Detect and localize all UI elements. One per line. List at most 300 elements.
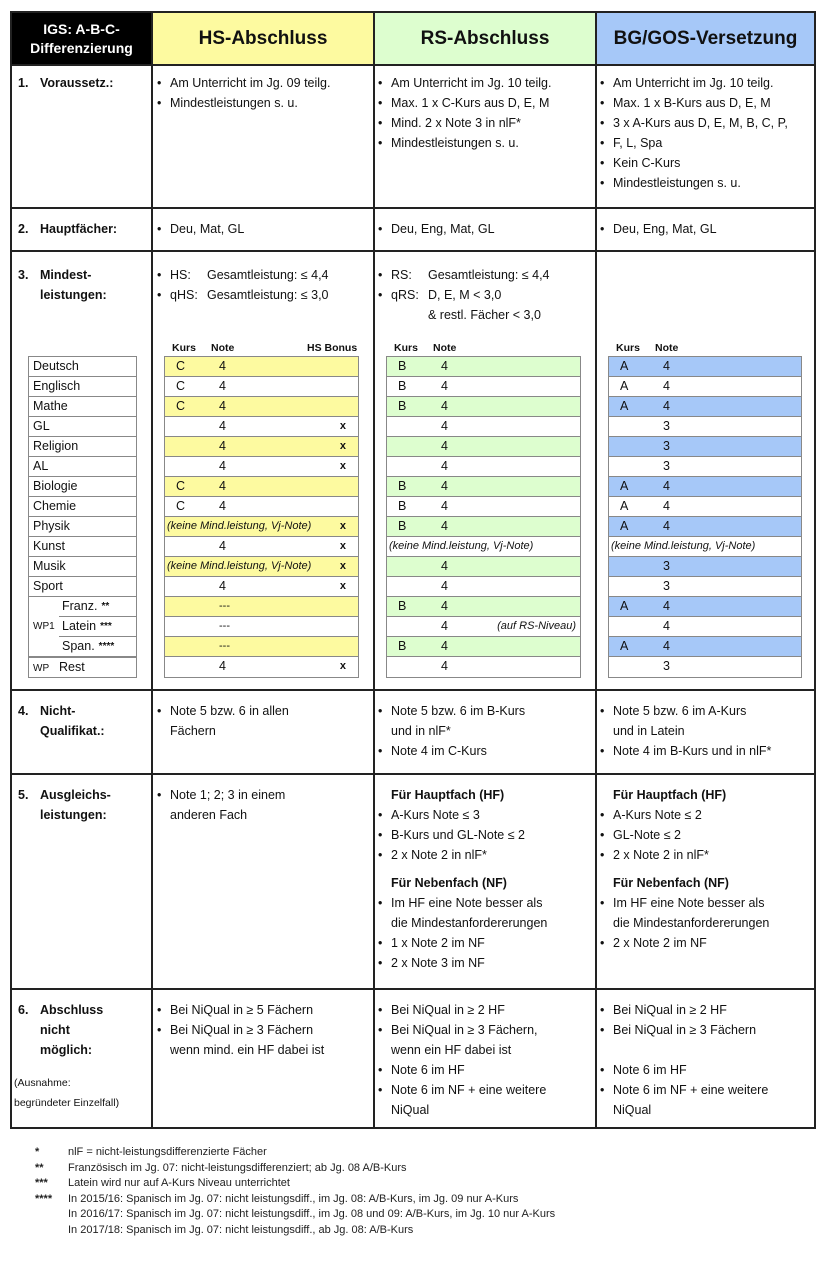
note-value: ---	[219, 640, 230, 652]
subject-list	[28, 356, 137, 678]
note-value: 4	[441, 459, 448, 473]
footnote-text: Latein wird nur auf A-Kurs Niveau unterrichtet	[68, 1177, 290, 1189]
grade-row	[387, 577, 580, 597]
note-value: 4	[441, 599, 448, 613]
grade-row	[609, 357, 801, 377]
grade-row	[387, 637, 580, 657]
requirement-value: Gesamtleistung: ≤ 4,4	[207, 268, 329, 282]
grade-row	[387, 597, 580, 617]
grade-row	[387, 657, 580, 677]
footnote-marker: ****	[98, 641, 115, 652]
note-value: 4	[663, 399, 670, 413]
hs-col-bonus: HS Bonus	[307, 342, 358, 354]
hs-bonus-mark: x	[339, 440, 346, 452]
note-value: 3	[663, 559, 670, 573]
s1-hs-cell	[157, 73, 372, 113]
grade-row	[165, 437, 358, 457]
note-value: 4	[441, 499, 448, 513]
s3-rs-requirements	[378, 265, 593, 325]
grade-row	[387, 497, 580, 517]
bullet-item: • Bei NiQual in ≥ 3 Fächern	[157, 1020, 372, 1040]
grade-row	[165, 557, 358, 577]
grade-row	[165, 457, 358, 477]
footnote-marker	[35, 1207, 68, 1223]
note-value: 4	[663, 479, 670, 493]
hs-col-kurs: Kurs	[172, 342, 196, 354]
kurs-value: C	[176, 479, 186, 493]
kurs-value: C	[176, 359, 186, 373]
row-divider	[12, 988, 814, 990]
kurs-value: B	[398, 599, 407, 613]
grade-row	[387, 357, 580, 377]
requirement-key: • qHS:	[170, 288, 198, 302]
bullet-continuation: die Mindestanfordererungen	[613, 916, 770, 930]
subject-row: Physik	[29, 517, 136, 537]
grade-row	[165, 657, 358, 677]
note-value: 3	[663, 579, 670, 593]
requirement-key: • RS:	[391, 268, 412, 282]
note-value: 4	[441, 479, 448, 493]
column-divider	[151, 13, 153, 1127]
note-value: 4	[219, 439, 226, 453]
subject-row: Sport	[29, 577, 136, 597]
bullet-item: • Am Unterricht im Jg. 10 teilg.	[378, 73, 593, 93]
note-value: 3	[663, 419, 670, 433]
kurs-value: A	[620, 519, 629, 533]
bullet-item: • Max. 1 x B-Kurs aus D, E, M	[600, 93, 814, 113]
footnote-marker: ***	[35, 1177, 48, 1189]
s5-hs-cell	[157, 785, 372, 825]
footnote-text: In 2015/16: Spanisch im Jg. 07: nicht leistungsdiff., im Jg. 08: A/B-Kurs, im Jg. 09 nur A-Kurs	[68, 1192, 519, 1205]
s4-hs-cell	[157, 701, 372, 741]
subject-row: AL	[29, 457, 136, 477]
bullet-item: • Im HF eine Note besser als	[378, 893, 593, 913]
footnote	[35, 1207, 555, 1223]
section-title-line: Ausgleichs-	[40, 788, 111, 802]
grade-row	[387, 617, 580, 637]
footnote	[35, 1192, 555, 1208]
bullet-item: • 3 x A-Kurs aus D, E, M, B, C, P,	[600, 113, 814, 133]
note-value: 4	[663, 359, 670, 373]
grade-row	[609, 377, 801, 397]
bullet-item: • Note 6 im HF	[378, 1060, 593, 1080]
bullet-item: • B-Kurs und GL-Note ≤ 2	[378, 825, 593, 845]
requirement-value: Gesamtleistung: ≤ 4,4	[428, 268, 550, 282]
bg-col-note: Note	[655, 342, 679, 354]
bullet-item: • Am Unterricht im Jg. 09 teilg.	[157, 73, 372, 93]
row-divider	[12, 64, 814, 66]
differentiation-table	[10, 11, 816, 1129]
kurs-value: A	[620, 599, 629, 613]
section-title-line: Abschluss	[40, 1003, 104, 1017]
section-label-hauptfaecher	[18, 219, 117, 239]
bullet-item: • Note 6 im NF + eine weitere	[600, 1080, 814, 1100]
bullet-item: • Note 4 im C-Kurs	[378, 741, 593, 761]
note-value: 4	[219, 499, 226, 513]
grade-row	[387, 517, 580, 537]
section-title-line: möglich:	[40, 1043, 93, 1057]
footnote-text: nlF = nicht-leistungsdifferenzierte Fächer	[68, 1146, 267, 1158]
grade-row	[387, 457, 580, 477]
section-number: 6.	[18, 1003, 29, 1017]
section-title	[40, 701, 105, 741]
kurs-value: A	[620, 479, 629, 493]
subject-row: Englisch	[29, 377, 136, 397]
wp1-label: WP1	[33, 621, 55, 632]
hs-grade-table	[164, 356, 359, 678]
note-value: 4	[219, 419, 226, 433]
grade-row	[165, 477, 358, 497]
hs-bonus-mark: x	[339, 460, 346, 472]
no-minimum-note: (keine Mind.leistung, Vj-Note)	[611, 540, 756, 552]
bullet-item: • Am Unterricht im Jg. 10 teilg.	[600, 73, 814, 93]
kurs-value: B	[398, 519, 407, 533]
grade-row	[165, 497, 358, 517]
note-value: 4	[441, 379, 448, 393]
footnote-marker: ****	[35, 1192, 53, 1205]
note-value: 4	[441, 579, 448, 593]
footnote-marker: *	[35, 1146, 40, 1158]
bullet-item: • Note 1; 2; 3 in einem	[157, 785, 372, 805]
kurs-value: A	[620, 399, 629, 413]
grade-row	[609, 517, 801, 537]
row-divider	[12, 773, 814, 775]
subject-name: Span.	[62, 639, 95, 653]
s5-bg-cell	[600, 785, 814, 953]
bullet-item: • A-Kurs Note ≤ 2	[600, 805, 814, 825]
grade-row	[609, 417, 801, 437]
bullet-item: • A-Kurs Note ≤ 3	[378, 805, 593, 825]
requirement-item	[378, 285, 593, 305]
note-value: 4	[663, 639, 670, 653]
bullet-continuation: • F, L, Spa	[600, 133, 814, 153]
kurs-value: B	[398, 639, 407, 653]
hs-col-note: Note	[211, 342, 235, 354]
footnote	[35, 1223, 555, 1239]
footnote	[35, 1161, 555, 1177]
section-title: Hauptfächer:	[40, 222, 118, 236]
bullet-item: • Deu, Mat, GL	[157, 219, 372, 239]
bullet-item: • Note 6 im NF + eine weitere	[378, 1080, 593, 1100]
grade-row	[609, 637, 801, 657]
footnote-marker: **	[35, 1161, 44, 1174]
bullet-item: • 2 x Note 2 im NF	[600, 933, 814, 953]
note-value: 4	[219, 539, 226, 553]
bullet-item: • Deu, Eng, Mat, GL	[600, 219, 814, 239]
section-label-nicht-qualifikation	[18, 701, 105, 741]
note-value: 4	[219, 399, 226, 413]
kurs-value: B	[398, 359, 407, 373]
note-value: 3	[663, 439, 670, 453]
bullet-item: • 1 x Note 2 im NF	[378, 933, 593, 953]
bullet-item: • Note 5 bzw. 6 im B-Kurs	[378, 701, 593, 721]
grade-row	[165, 357, 358, 377]
grade-row	[609, 437, 801, 457]
footnote-text: In 2017/18: Spanisch im Jg. 07: nicht leistungsdiff., ab Jg. 08: A/B-Kurs	[68, 1223, 414, 1236]
section-number: 1.	[18, 76, 29, 90]
section-title	[40, 785, 111, 825]
header-rs-abschluss: RS-Abschluss	[375, 13, 595, 64]
wp-rest-row	[29, 657, 136, 677]
bullet-item: • Bei NiQual in ≥ 5 Fächern	[157, 1000, 372, 1020]
subject-name: Franz.	[62, 599, 98, 613]
bullet-continuation: anderen Fach	[170, 808, 248, 822]
bullet-item: • Mindestleistungen s. u.	[600, 173, 814, 193]
kurs-value: C	[176, 399, 186, 413]
s1-rs-cell	[378, 73, 593, 153]
grade-row	[165, 637, 358, 657]
note-value: 4	[663, 619, 670, 633]
rs-col-note: Note	[433, 342, 457, 354]
wp-label: WP	[33, 663, 50, 674]
bullet-item: • Mindestleistungen s. u.	[157, 93, 372, 113]
note-value: 4	[441, 619, 448, 633]
section-title-line: Qualifikat.:	[40, 724, 105, 738]
corner-title-line1: IGS: A-B-C-	[43, 20, 120, 37]
bullet-item: • GL-Note ≤ 2	[600, 825, 814, 845]
s3-hs-requirements	[157, 265, 372, 305]
kurs-value: B	[398, 499, 407, 513]
note-value: ---	[219, 620, 230, 632]
kurs-value: A	[620, 639, 629, 653]
hs-bonus-mark: x	[339, 660, 346, 672]
section-title	[40, 265, 107, 305]
s6-hs-cell	[157, 1000, 372, 1060]
kurs-value: B	[398, 479, 407, 493]
note-value: 4	[219, 379, 226, 393]
corner-title-line2: Differenzierung	[30, 39, 133, 56]
subject-row: Chemie	[29, 497, 136, 517]
grade-row	[609, 537, 801, 557]
row-divider	[12, 689, 814, 691]
bullet-continuation: NiQual	[613, 1103, 652, 1117]
note-value: 4	[663, 379, 670, 393]
wp1-subject	[59, 637, 136, 657]
bullet-item: • Bei NiQual in ≥ 2 HF	[378, 1000, 593, 1020]
note-value: 4	[441, 399, 448, 413]
bullet-item: • 2 x Note 2 in nlF*	[600, 845, 814, 865]
bullet-continuation: wenn mind. ein HF dabei ist	[170, 1043, 325, 1057]
s4-bg-cell	[600, 701, 814, 761]
grade-row	[387, 477, 580, 497]
row-divider	[12, 250, 814, 252]
note-value: 3	[663, 659, 670, 673]
bullet-list	[157, 73, 372, 113]
subject-row: Kunst	[29, 537, 136, 557]
requirement-item	[157, 285, 372, 305]
footnote	[35, 1176, 555, 1192]
grade-row	[609, 557, 801, 577]
kurs-value: A	[620, 359, 629, 373]
bullet-item: • Note 4 im B-Kurs und in nlF*	[600, 741, 814, 761]
subheading-hauptfach: Für Hauptfach (HF)	[391, 788, 505, 802]
grade-row	[387, 397, 580, 417]
bullet-item: • 2 x Note 3 im NF	[378, 953, 593, 973]
hs-bonus-mark: x	[339, 560, 346, 572]
footnote-marker	[35, 1223, 68, 1239]
note-value: 4	[441, 559, 448, 573]
bullet-continuation: Fächern	[170, 724, 216, 738]
bullet-continuation: wenn ein HF dabei ist	[391, 1043, 512, 1057]
section-number: 4.	[18, 704, 29, 718]
grade-row	[165, 397, 358, 417]
bullet-continuation: NiQual	[391, 1103, 430, 1117]
section-title: Voraussetz.:	[40, 76, 114, 90]
note-value: 4	[663, 519, 670, 533]
s2-rs-cell	[378, 219, 593, 239]
requirement-value: Gesamtleistung: ≤ 3,0	[207, 288, 329, 302]
footnote-text: In 2016/17: Spanisch im Jg. 07: nicht leistungsdiff., im Jg. 08 und 09: A/B-Kurs, im Jg. 10 nur A-Kurs	[68, 1208, 556, 1220]
no-minimum-note: (keine Mind.leistung, Vj-Note)	[167, 520, 312, 532]
s4-rs-cell	[378, 701, 593, 761]
s6-bg-cell	[600, 1000, 814, 1120]
exception-note	[14, 1073, 119, 1113]
note-value: 4	[663, 499, 670, 513]
subject-name: Latein	[62, 619, 97, 633]
note-value: 4	[441, 519, 448, 533]
hs-bonus-mark: x	[339, 420, 346, 432]
footnote	[35, 1145, 555, 1161]
section-title-line: leistungen:	[40, 808, 107, 822]
requirement-item	[378, 265, 593, 285]
bullet-item: • Deu, Eng, Mat, GL	[378, 219, 593, 239]
grade-row	[609, 617, 801, 637]
column-divider	[373, 13, 375, 1127]
subject-row: Biologie	[29, 477, 136, 497]
section-number: 2.	[18, 222, 29, 236]
note-value: 4	[219, 459, 226, 473]
bullet-continuation: und in Latein	[613, 724, 685, 738]
bg-grade-table	[608, 356, 802, 678]
section-title	[40, 1000, 103, 1060]
requirement-key: • HS:	[170, 268, 191, 282]
grade-row	[165, 417, 358, 437]
note-value: 4	[441, 419, 448, 433]
note-value: 4	[219, 359, 226, 373]
bullet-item: • Im HF eine Note besser als	[600, 893, 814, 913]
column-divider	[595, 13, 597, 1127]
bullet-item: • 2 x Note 2 in nlF*	[378, 845, 593, 865]
bullet-item: • Mindestleistungen s. u.	[378, 133, 593, 153]
subheading-nebenfach: Für Nebenfach (NF)	[391, 876, 507, 890]
exception-note-line: (Ausnahme:	[14, 1077, 71, 1089]
header-hs-abschluss: HS-Abschluss	[153, 13, 373, 64]
grade-row	[609, 597, 801, 617]
note-value: 4	[219, 479, 226, 493]
grade-row	[387, 557, 580, 577]
exception-note-line: begründeter Einzelfall)	[14, 1097, 120, 1109]
kurs-value: B	[398, 399, 407, 413]
requirement-continuation	[378, 305, 593, 325]
note-value: 4	[441, 359, 448, 373]
row-divider	[12, 207, 814, 209]
no-minimum-note: (keine Mind.leistung, Vj-Note)	[167, 560, 312, 572]
section-title-line: Mindest-	[40, 268, 92, 282]
kurs-value: C	[176, 379, 186, 393]
section-label-mindestleistungen	[18, 265, 107, 305]
bullet-item: • Note 5 bzw. 6 in allen	[157, 701, 372, 721]
s2-bg-cell	[600, 219, 814, 239]
kurs-value: A	[620, 499, 629, 513]
section-title-line: nicht	[40, 1023, 70, 1037]
grade-row	[165, 617, 358, 637]
section-label-abschluss-nicht-moeglich	[18, 1000, 103, 1060]
requirement-key: • qRS:	[391, 288, 419, 302]
rs-grade-table	[386, 356, 581, 678]
bullet-item: • Kein C-Kurs	[600, 153, 814, 173]
bullet-item: • Note 5 bzw. 6 im A-Kurs	[600, 701, 814, 721]
footnote-marker: ***	[100, 621, 112, 632]
subject-row: Mathe	[29, 397, 136, 417]
note-value: ---	[219, 600, 230, 612]
header-bg-gos-versetzung: BG/GOS-Versetzung	[597, 13, 814, 64]
bullet-item: • Bei NiQual in ≥ 3 Fächern	[600, 1020, 814, 1040]
footnote-marker: **	[101, 601, 110, 612]
bullet-item: • Note 6 im HF	[600, 1060, 814, 1080]
note-value: 4	[441, 639, 448, 653]
grade-row	[387, 377, 580, 397]
level-hint: (auf RS-Niveau)	[497, 620, 576, 632]
footnote-text: Französisch im Jg. 07: nicht-leistungsdifferenziert; ab Jg. 08 A/B-Kurs	[68, 1161, 407, 1174]
bullet-item: • Mind. 2 x Note 3 in nlF*	[378, 113, 593, 133]
grade-row	[165, 517, 358, 537]
grade-row	[609, 657, 801, 677]
kurs-value: A	[620, 379, 629, 393]
section-title-line: leistungen:	[40, 288, 107, 302]
kurs-value: B	[398, 379, 407, 393]
requirement-value: & restl. Fächer < 3,0	[428, 308, 541, 322]
grade-row	[609, 457, 801, 477]
s5-rs-cell	[378, 785, 593, 973]
subject-row: Religion	[29, 437, 136, 457]
note-value: 4	[219, 659, 226, 673]
section-number: 5.	[18, 788, 29, 802]
subheading-nebenfach: Für Nebenfach (NF)	[613, 876, 729, 890]
note-value: 4	[441, 439, 448, 453]
note-value: 3	[663, 459, 670, 473]
bullet-list	[378, 73, 593, 153]
bullet-continuation: die Mindestanfordererungen	[391, 916, 548, 930]
bullet-item: • Max. 1 x C-Kurs aus D, E, M	[378, 93, 593, 113]
note-value: 4	[219, 579, 226, 593]
bullet-list	[600, 73, 814, 193]
bullet-item: • Bei NiQual in ≥ 3 Fächern,	[378, 1020, 593, 1040]
wp1-subject	[59, 597, 136, 617]
bullet-item: • Bei NiQual in ≥ 2 HF	[600, 1000, 814, 1020]
grade-row	[609, 477, 801, 497]
requirement-value: D, E, M < 3,0	[428, 288, 502, 302]
grade-row	[387, 537, 580, 557]
wp1-subject	[59, 617, 136, 637]
hs-bonus-mark: x	[339, 540, 346, 552]
hs-bonus-mark: x	[339, 580, 346, 592]
subject-name: Rest	[59, 660, 85, 674]
grade-row	[387, 437, 580, 457]
section-label-ausgleichsleistungen	[18, 785, 111, 825]
grade-row	[609, 577, 801, 597]
note-value: 4	[441, 659, 448, 673]
s2-hs-cell	[157, 219, 372, 239]
subheading-hauptfach: Für Hauptfach (HF)	[613, 788, 727, 802]
s6-rs-cell	[378, 1000, 593, 1120]
grade-row	[609, 497, 801, 517]
requirement-item	[157, 265, 372, 285]
footnotes	[35, 1145, 555, 1238]
hs-bonus-mark: x	[339, 520, 346, 532]
grade-row	[165, 577, 358, 597]
s1-bg-cell	[600, 73, 814, 193]
subject-row: Deutsch	[29, 357, 136, 377]
